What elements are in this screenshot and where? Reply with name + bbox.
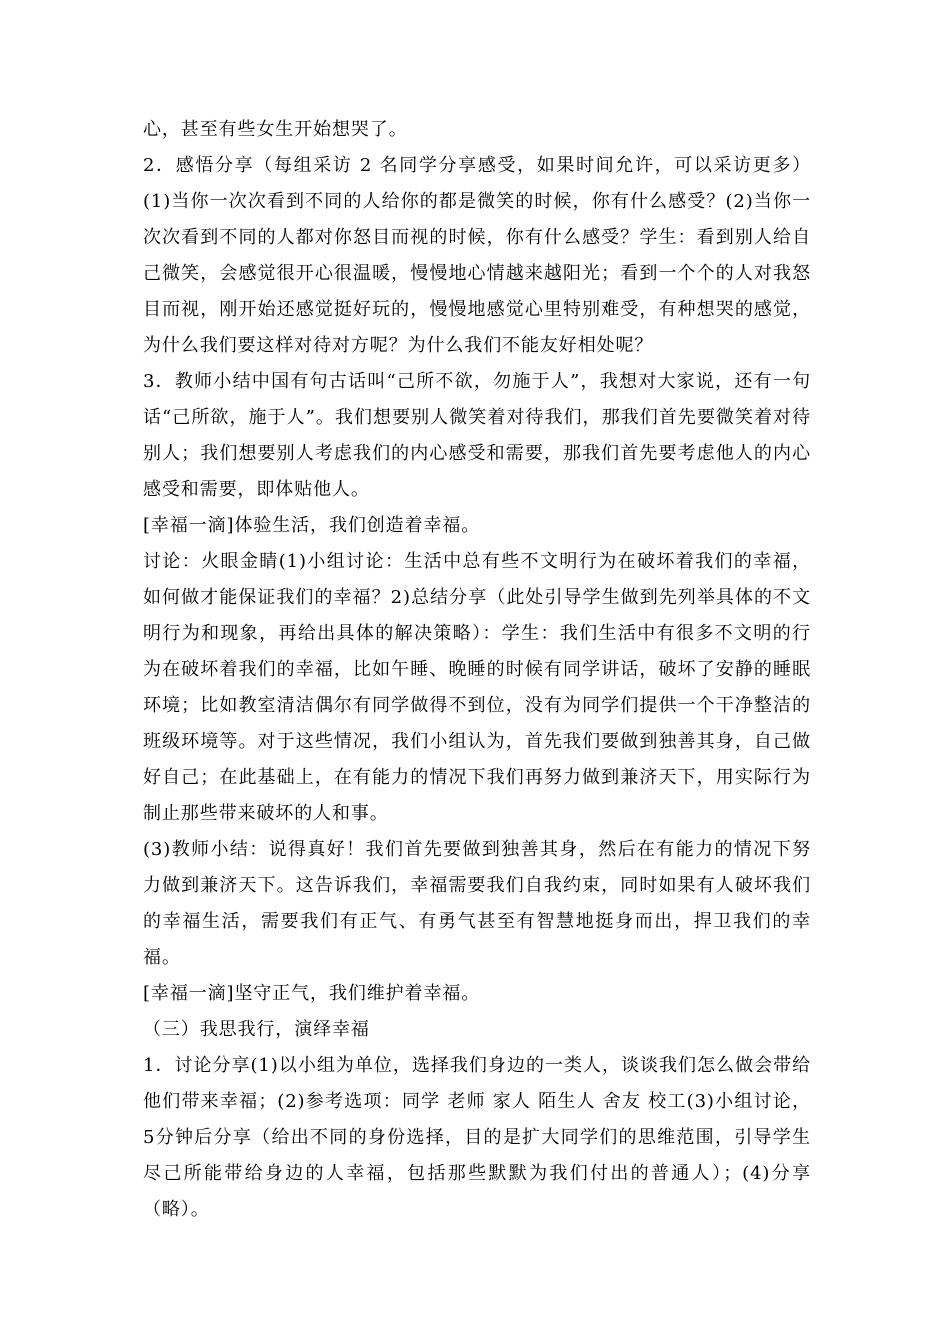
document-body — [143, 112, 811, 1228]
paragraph-happiness-note-1: [幸福一滴]体验生活，我们创造着幸福。 — [143, 515, 481, 536]
paragraph-discussion-sharing: 1．讨论分享(1)以小组为单位，选择我们身边的一类人，谈谈我们怎么做会带给他们带来幸福；(2)参考选项：同学 老师 家人 陌生人 舍友 校工(3)小组讨论，5分钟后分享（给出不同的身份选择，目的是扩大同学们的思维范围，引导学生尽己所能带给身边的人幸福，包括那些默默为我们付出的普通人）；(4)分享（略）。 — [143, 1055, 811, 1220]
paragraph-happiness-note-2: [幸福一滴]坚守正气，我们维护着幸福。 — [143, 983, 481, 1004]
paragraph-teacher-summary: 3．教师小结中国有句古话叫“己所不欲，勿施于人”，我想对大家说，还有一句话“己所欲，施于人”。我们想要别人微笑着对待我们，那我们首先要微笑着对待别人；我们想要别人考虑我们的内心感受和需要，那我们首先要考虑他人的内心感受和需要，即体贴他人。 — [143, 371, 811, 500]
section-heading: （三）我思我行，演绎幸福 — [143, 1019, 370, 1040]
paragraph-continuation: 心，甚至有些女生开始想哭了。 — [143, 119, 408, 140]
paragraph-discussion: 讨论：火眼金睛(1)小组讨论：生活中总有些不文明行为在破坏着我们的幸福，如何做才能保证我们的幸福？2)总结分享（此处引导学生做到先列举具体的不文明行为和现象，再给出具体的解决策略）：学生：我们生活中有很多不文明的行为在破坏着我们的幸福，比如午睡、晚睡的时候有同学讲话，破坏了安静的睡眠环境；比如教室清洁偶尔有同学做得不到位，没有为同学们提供一个干净整洁的班级环境等。对于这些情况，我们小组认为，首先我们要做到独善其身，自己做好自己；在此基础上，在有能力的情况下我们再努力做到兼济天下，用实际行为制止那些带来破坏的人和事。 — [143, 551, 811, 824]
paragraph-teacher-summary-2: (3)教师小结：说得真好！我们首先要做到独善其身，然后在有能力的情况下努力做到兼济天下。这告诉我们，幸福需要我们自我约束，同时如果有人破坏我们的幸福生活，需要我们有正气、有勇气甚至有智慧地挺身而出，捍卫我们的幸福。 — [143, 839, 811, 968]
paragraph-reflection-sharing: 2．感悟分享（每组采访 2 名同学分享感受，如果时间允许，可以采访更多）(1)当你一次次看到不同的人给你的都是微笑的时候，你有什么感受？(2)当你一次次看到不同的人都对你怒目而视的时候，你有什么感受？学生：看到别人给自己微笑，会感觉很开心很温暖，慢慢地心情越来越阳光；看到一个个的人对我怒目而视，刚开始还感觉挺好玩的，慢慢地感觉心里特别难受，有种想哭的感觉，为什么我们要这样对待对方呢？为什么我们不能友好相处呢？ — [143, 155, 811, 356]
